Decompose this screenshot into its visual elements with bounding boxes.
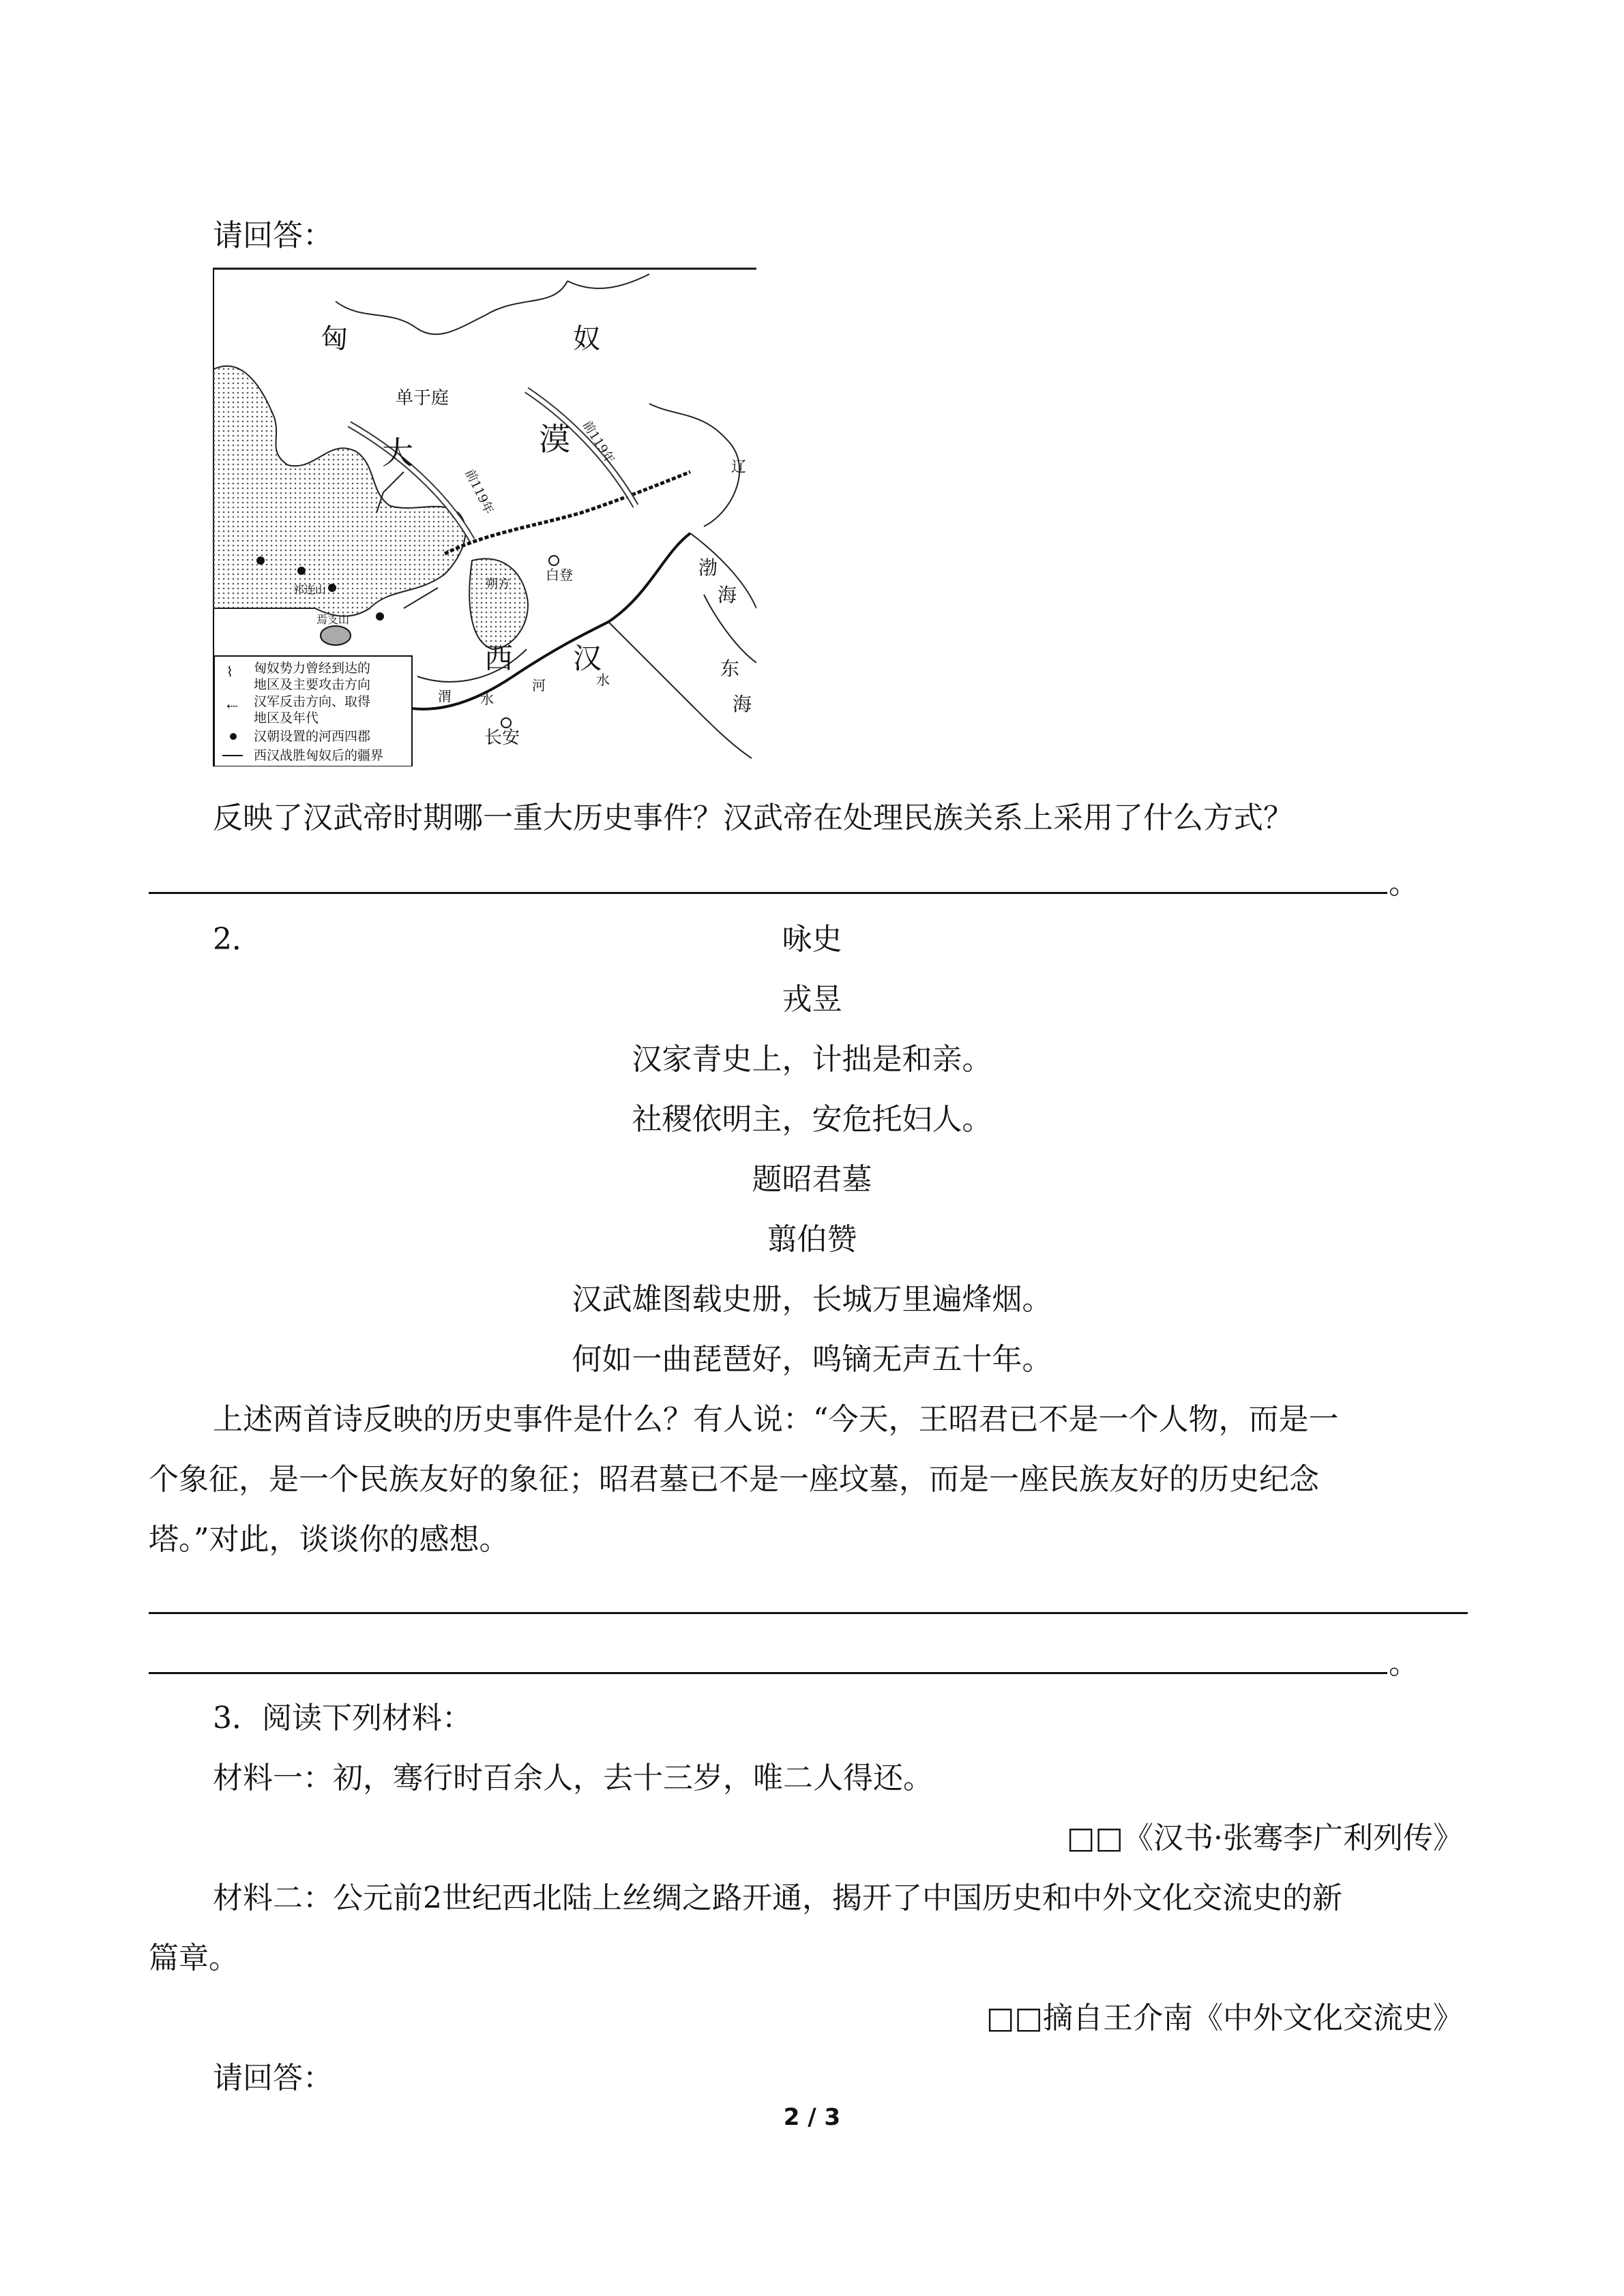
map-label-baideng: 白登 [546, 567, 573, 583]
legend-item-4: 地区及年代 [254, 711, 319, 726]
q3-material-2-line2: 篇章。 [149, 1941, 239, 1976]
legend-item-6: 西汉战胜匈奴后的疆界 [254, 748, 384, 763]
map-label-year-right: 前119年 [579, 418, 617, 467]
legend-item-5: 汉朝设置的河西四郡 [254, 729, 371, 744]
historical-map [213, 267, 756, 766]
map-label-da: 大 [382, 434, 413, 471]
q2-number: 2． [213, 922, 262, 957]
q1-question: 反映了汉武帝时期哪一重大历史事件？汉武帝在处理民族关系上采用了什么方式？ [213, 801, 1293, 835]
map-label-yanzhishan: 焉支山 [316, 613, 350, 626]
q3-intro: 3．阅读下列材料： [213, 1701, 472, 1735]
svg-text:⇠: ⇠ [226, 698, 238, 714]
q3-material-1: 材料一：初，骞行时百余人，去十三岁，唯二人得还。 [213, 1761, 933, 1795]
poem1-title: 咏史 [782, 922, 842, 957]
map-label-hai2: 海 [733, 693, 752, 715]
svg-text:⌇: ⌇ [226, 664, 233, 680]
answer-line-2[interactable] [149, 1612, 1468, 1614]
map-label-shui: 水 [596, 672, 610, 688]
map-label-han: 汉 [573, 642, 602, 675]
map-label-chanyuting: 单于庭 [396, 388, 449, 408]
map-label-hai: 海 [718, 584, 737, 606]
q3-material-1-source: □□《汉书·张骞李广利列传》 [1066, 1821, 1463, 1855]
map-label-xi: 西 [484, 642, 514, 675]
legend-item-3: 汉军反击方向、取得 [254, 694, 371, 709]
map-label-shui2: 水 [480, 691, 494, 707]
map-label-qilianshan: 祁连山 [293, 583, 327, 596]
page-number: 2 / 3 [783, 2104, 841, 2131]
map-label-wei: 渭 [438, 688, 452, 704]
poem1-author: 戎昱 [782, 982, 842, 1017]
q2-question-line1: 上述两首诗反映的历史事件是什么？有人说：“今天，王昭君已不是一个人物，而是一 [213, 1402, 1339, 1437]
poem2-line2: 何如一曲琵琶好，鸣镝无声五十年。 [572, 1342, 1052, 1377]
map-label-nu: 奴 [573, 323, 600, 355]
answer-line-3[interactable] [149, 1672, 1387, 1674]
q2-question-line2: 个象征，是一个民族友好的象征；昭君墓已不是一座坟墓，而是一座民族友好的历史纪念 [149, 1462, 1319, 1497]
map-label-dong: 东 [720, 657, 740, 680]
map-label-liao: 辽 [731, 459, 747, 476]
q3-prompt: 请回答： [213, 2061, 333, 2096]
poem1-line2: 社稷依明主，安危托妇人。 [632, 1102, 992, 1137]
map-label-bo: 渤 [698, 556, 718, 579]
map-label-mo: 漠 [539, 421, 570, 458]
poem2-title: 题昭君墓 [752, 1162, 872, 1197]
q3-material-2-line1: 材料二：公元前2世纪西北陆上丝绸之路开通，揭开了中国历史和中外文化交流史的新 [213, 1881, 1342, 1915]
poem2-author: 翦伯赞 [767, 1222, 857, 1257]
poem1-line1: 汉家青史上，计拙是和亲。 [632, 1042, 992, 1077]
q1-prompt: 请回答： [213, 218, 333, 253]
q1-end-mark: 。 [1389, 866, 1419, 901]
map-label-xiong: 匈 [321, 323, 348, 355]
q2-question-line3: 塔。”对此，谈谈你的感想。 [149, 1522, 510, 1557]
poem2-line1: 汉武雄图载史册，长城万里遍烽烟。 [572, 1282, 1052, 1317]
answer-line-1[interactable] [149, 892, 1387, 894]
map-label-shuofang: 朔方 [486, 577, 510, 591]
map-label-he: 河 [532, 677, 546, 694]
legend-item-1: 匈奴势力曾经到达的 [254, 661, 371, 676]
q2-end-mark: 。 [1389, 1646, 1419, 1681]
map-label-changan: 长安 [484, 728, 520, 748]
q3-material-2-source: □□摘自王介南《中外文化交流史》 [986, 2001, 1463, 2036]
legend-item-2: 地区及主要攻击方向 [254, 677, 371, 692]
map-label-year-left: 前119年 [462, 466, 497, 517]
